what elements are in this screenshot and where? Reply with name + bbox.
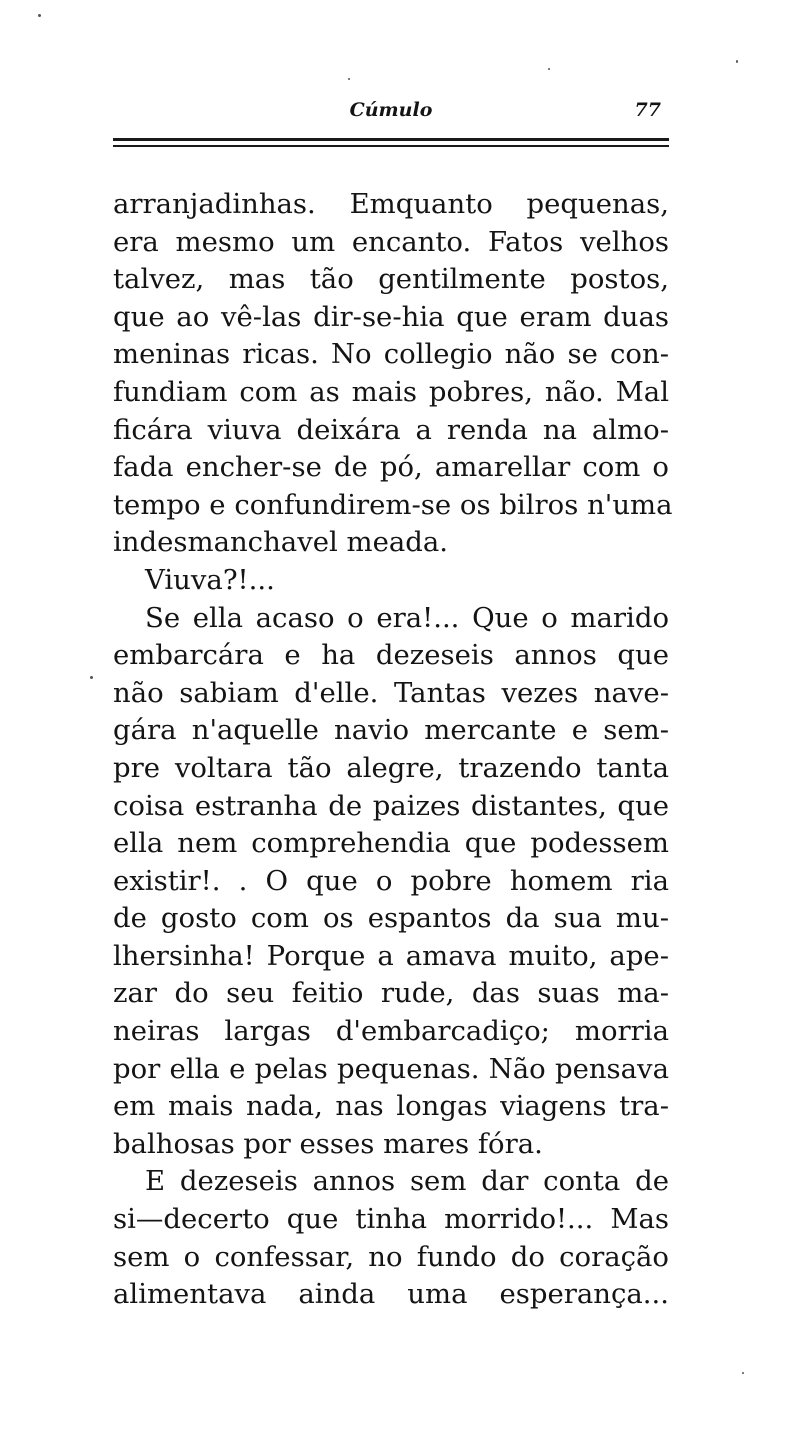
body-text	[113, 186, 673, 1314]
text-line: não sabiam d'elle. Tantas vezes nave-	[113, 676, 669, 709]
text-line: meninas ricas. No collegio não se con-	[113, 338, 669, 371]
text-line: sem o confessar, no fundo do coração	[113, 1240, 669, 1273]
header-rule-thick	[113, 138, 669, 141]
text-line: lhersinha! Porque a amava muito, ape-	[113, 939, 669, 972]
text-line: de gosto com os espantos da sua mu-	[113, 902, 669, 935]
header-rule-thin	[113, 145, 669, 147]
text-line: fundiam com as mais pobres, não. Mal	[113, 375, 669, 408]
text-line: neiras largas d'embarcadiço; morria	[113, 1015, 669, 1048]
text-line: si—decerto que tinha morrido!... Mas	[113, 1203, 669, 1236]
text-line: ella nem comprehendia que podessem	[113, 827, 669, 860]
running-title: Cúmulo	[349, 99, 433, 121]
paper-speck	[548, 68, 550, 70]
text-line: talvez, mas tão gentilmente postos,	[113, 263, 669, 296]
text-line: era mesmo um encanto. Fatos velhos	[113, 225, 669, 258]
text-line: gára n'aquelle navio mercante e sem-	[113, 714, 669, 747]
text-line: coisa estranha de paizes distantes, que	[113, 789, 669, 822]
text-line: que ao vê-las dir-se-hia que eram duas	[113, 300, 669, 333]
text-line: alimentava ainda uma esperança...	[113, 1278, 669, 1311]
paper-speck	[348, 78, 350, 80]
paper-speck	[38, 14, 41, 17]
paper-speck	[90, 676, 93, 679]
page-number: 77	[634, 99, 661, 121]
text-line: indesmanchavel meada.	[113, 526, 449, 559]
paper-speck	[736, 60, 738, 63]
page-header	[113, 96, 669, 132]
text-line: tempo e confundirem-se os bilros n'uma	[113, 488, 673, 521]
text-line: em mais nada, nas longas viagens tra-	[113, 1090, 669, 1123]
text-line: zar do seu feitio rude, das suas ma-	[113, 977, 669, 1010]
text-line: Se ella acaso o era!... Que o marido	[145, 601, 669, 634]
text-line: balhosas por esses mares fóra.	[113, 1127, 543, 1160]
text-line: ficára viuva deixára a renda na almo-	[113, 413, 669, 446]
text-line: por ella e pelas pequenas. Não pensava	[113, 1052, 669, 1085]
text-line: pre voltara tão alegre, trazendo tanta	[113, 751, 669, 784]
text-line: Viuva?!...	[145, 563, 275, 596]
text-line: E dezeseis annos sem dar conta de	[145, 1165, 669, 1198]
paper-speck	[742, 1372, 744, 1374]
text-line: existir!. . O que o pobre homem ria	[113, 864, 669, 897]
text-line: fada encher-se de pó, amarellar com o	[113, 451, 669, 484]
text-line: embarcára e ha dezeseis annos que	[113, 639, 669, 672]
text-line: arranjadinhas. Emquanto pequenas,	[113, 188, 669, 220]
